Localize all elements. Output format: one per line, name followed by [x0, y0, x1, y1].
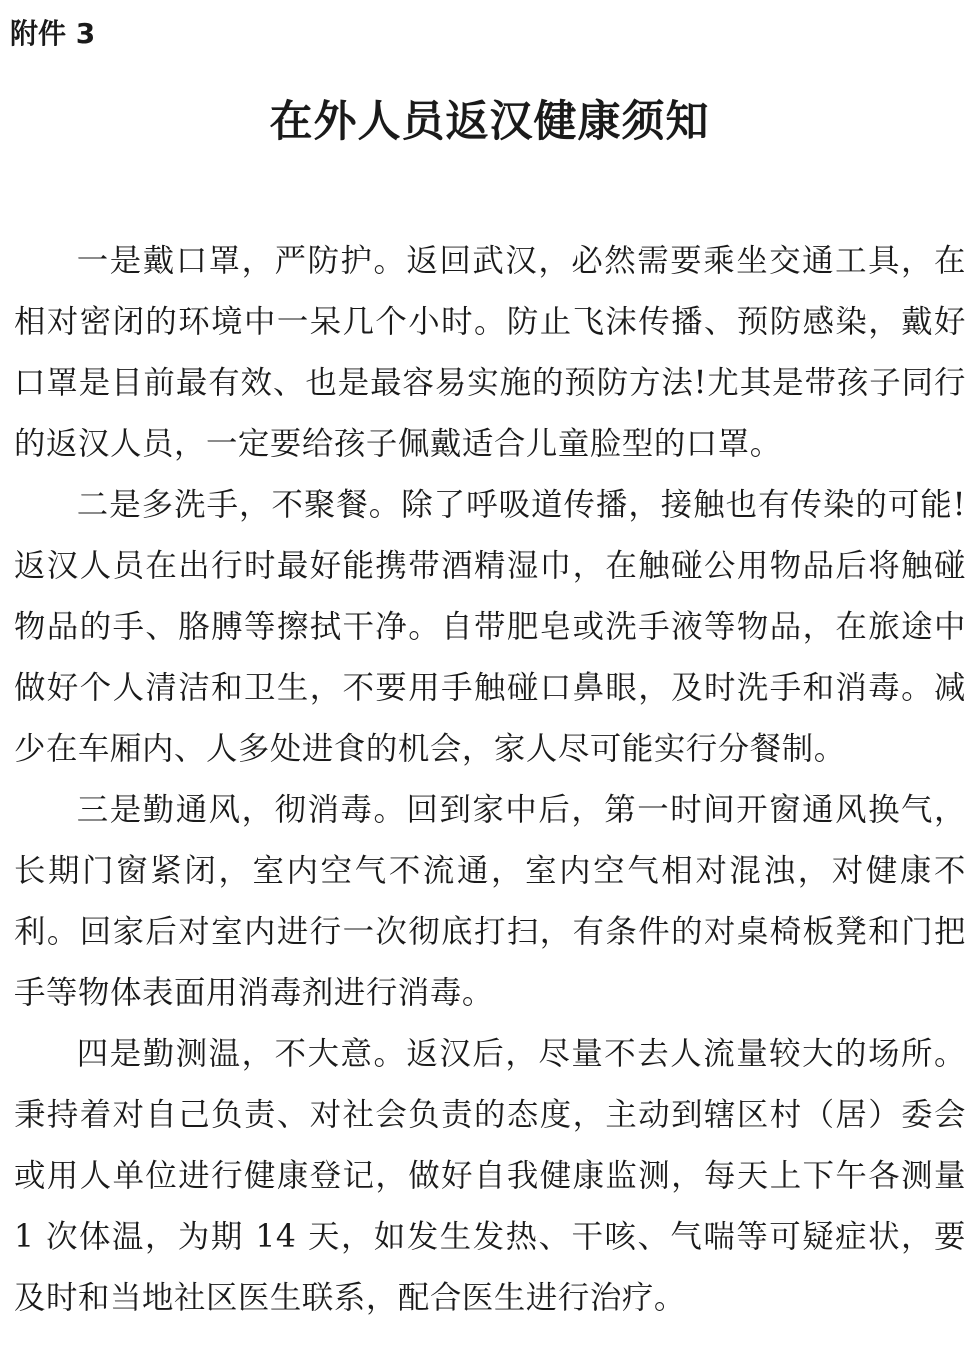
document-body	[14, 231, 966, 1329]
paragraph-mask: 一是戴口罩，严防护。返回武汉，必然需要乘坐交通工具，在相对密闭的环境中一呆几个小时。防止飞沫传播、预防感染，戴好口罩是目前最有效、也是最容易实施的预防方法!尤其是带孩子同行的返汉人员，一定要给孩子佩戴适合儿童脸型的口罩。	[14, 243, 966, 462]
document-title: 在外人员返汉健康须知	[269, 97, 710, 147]
paragraph-temperature: 四是勤测温，不大意。返汉后，尽量不去人流量较大的场所。秉持着对自己负责、对社会负责的态度，主动到辖区村（居）委会或用人单位进行健康登记，做好自我健康监测，每天上下午各测量 1 次体温，为期 14 天，如发生发热、干咳、气喘等可疑症状，要及时和当地社区医生联系，配合医生进行治疗。	[14, 1036, 966, 1316]
attachment-label: 附件 3	[10, 17, 96, 50]
paragraph-handwashing: 二是多洗手，不聚餐。除了呼吸道传播，接触也有传染的可能!返汉人员在出行时最好能携带酒精湿巾，在触碰公用物品后将触碰物品的手、胳膊等擦拭干净。自带肥皂或洗手液等物品，在旅途中做好个人清洁和卫生，不要用手触碰口鼻眼，及时洗手和消毒。减少在车厢内、人多处进食的机会，家人尽可能实行分餐制。	[14, 487, 966, 767]
paragraph-ventilation: 三是勤通风，彻消毒。回到家中后，第一时间开窗通风换气，长期门窗紧闭，室内空气不流通，室内空气相对混浊，对健康不利。回家后对室内进行一次彻底打扫，有条件的对桌椅板凳和门把手等物体表面用消毒剂进行消毒。	[14, 792, 966, 1011]
